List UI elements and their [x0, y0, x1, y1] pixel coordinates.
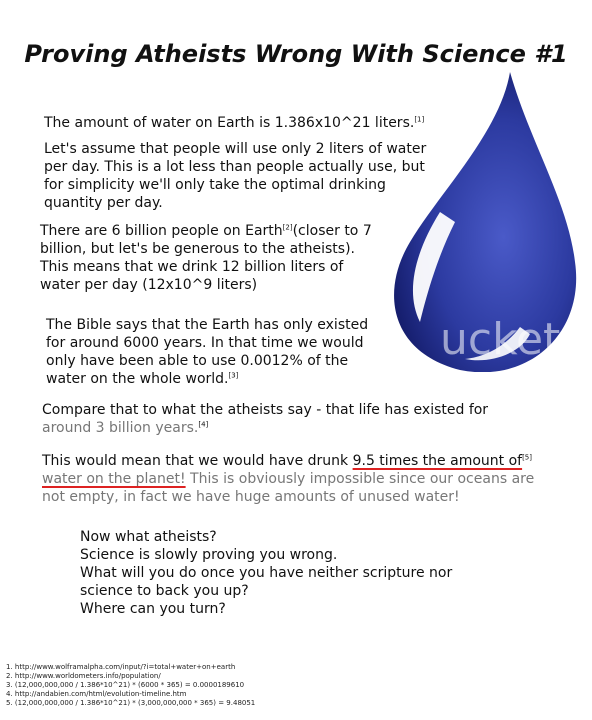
closing-questions — [80, 528, 500, 618]
footnote-ref: [3] — [228, 371, 239, 380]
footnote: 5. (12,000,000,000 / 1.386*10^21) * (3,000,000,000 * 365) = 9.48051 — [6, 699, 256, 707]
footnote-ref: [4] — [198, 420, 209, 429]
footnote-ref: [5] — [522, 453, 532, 462]
paragraph-water-amount — [44, 114, 424, 132]
footnote-ref: [2] — [282, 223, 293, 232]
closing-line: What will you do once you have neither scripture nor — [80, 565, 453, 581]
footnote: 4. http://andabien.com/html/evolution-timeline.htm — [6, 690, 187, 698]
closing-line: science to back you up? — [80, 583, 249, 599]
footnote: 1. http://www.wolframalpha.com/input/?i=total+water+on+earth — [6, 663, 236, 671]
paragraph-drinking-quantity: Let's assume that people will use only 2 liters of water per day. This is a lot less than people actually use, but for simplicity we'll only take the optimal drinking quantity per day. — [44, 141, 427, 211]
footnote: 2. http://www.worldometers.info/population/ — [6, 672, 161, 680]
closing-line: Where can you turn? — [80, 601, 226, 617]
watermark-text: ucket — [440, 314, 561, 365]
paragraph-text: The amount of water on Earth is 1.386x10^21 liters. — [44, 115, 415, 131]
underlined-claim: water on the planet! — [42, 471, 186, 487]
footnote: 3. (12,000,000,000 / 1.386*10^21) * (6000 * 365) = 0.0000189610 — [6, 681, 245, 689]
paragraph-atheist-claim: Compare that to what the atheists say - that life has existed for around 3 billion years.[4] — [42, 402, 489, 436]
underlined-claim: 9.5 times the amount of — [352, 453, 523, 469]
closing-line: Science is slowly proving you wrong. — [80, 547, 338, 563]
paragraph-population: There are 6 billion people on Earth[2](closer to 7 billion, but let's be generous to the atheists). This means that we drink 12 billion liters of water per day (12x10^9 liters) — [40, 223, 372, 293]
page-title: Proving Atheists Wrong With Science #1 — [24, 40, 568, 68]
footnotes-list — [6, 663, 255, 708]
footnote-ref: [1] — [414, 115, 425, 124]
closing-line: Now what atheists? — [80, 529, 217, 545]
paragraph-conclusion: This would mean that we would have drunk 9.5 times the amount of[5] water on the planet! This is obviously impossible since our oceans are not empty, in fact we have huge amounts of unused water! — [42, 453, 535, 505]
paragraph-bible-age: The Bible says that the Earth has only existed for around 6000 years. In that time we would only have been able to use 0.0012% of the water on the whole world.[3] — [46, 317, 369, 387]
